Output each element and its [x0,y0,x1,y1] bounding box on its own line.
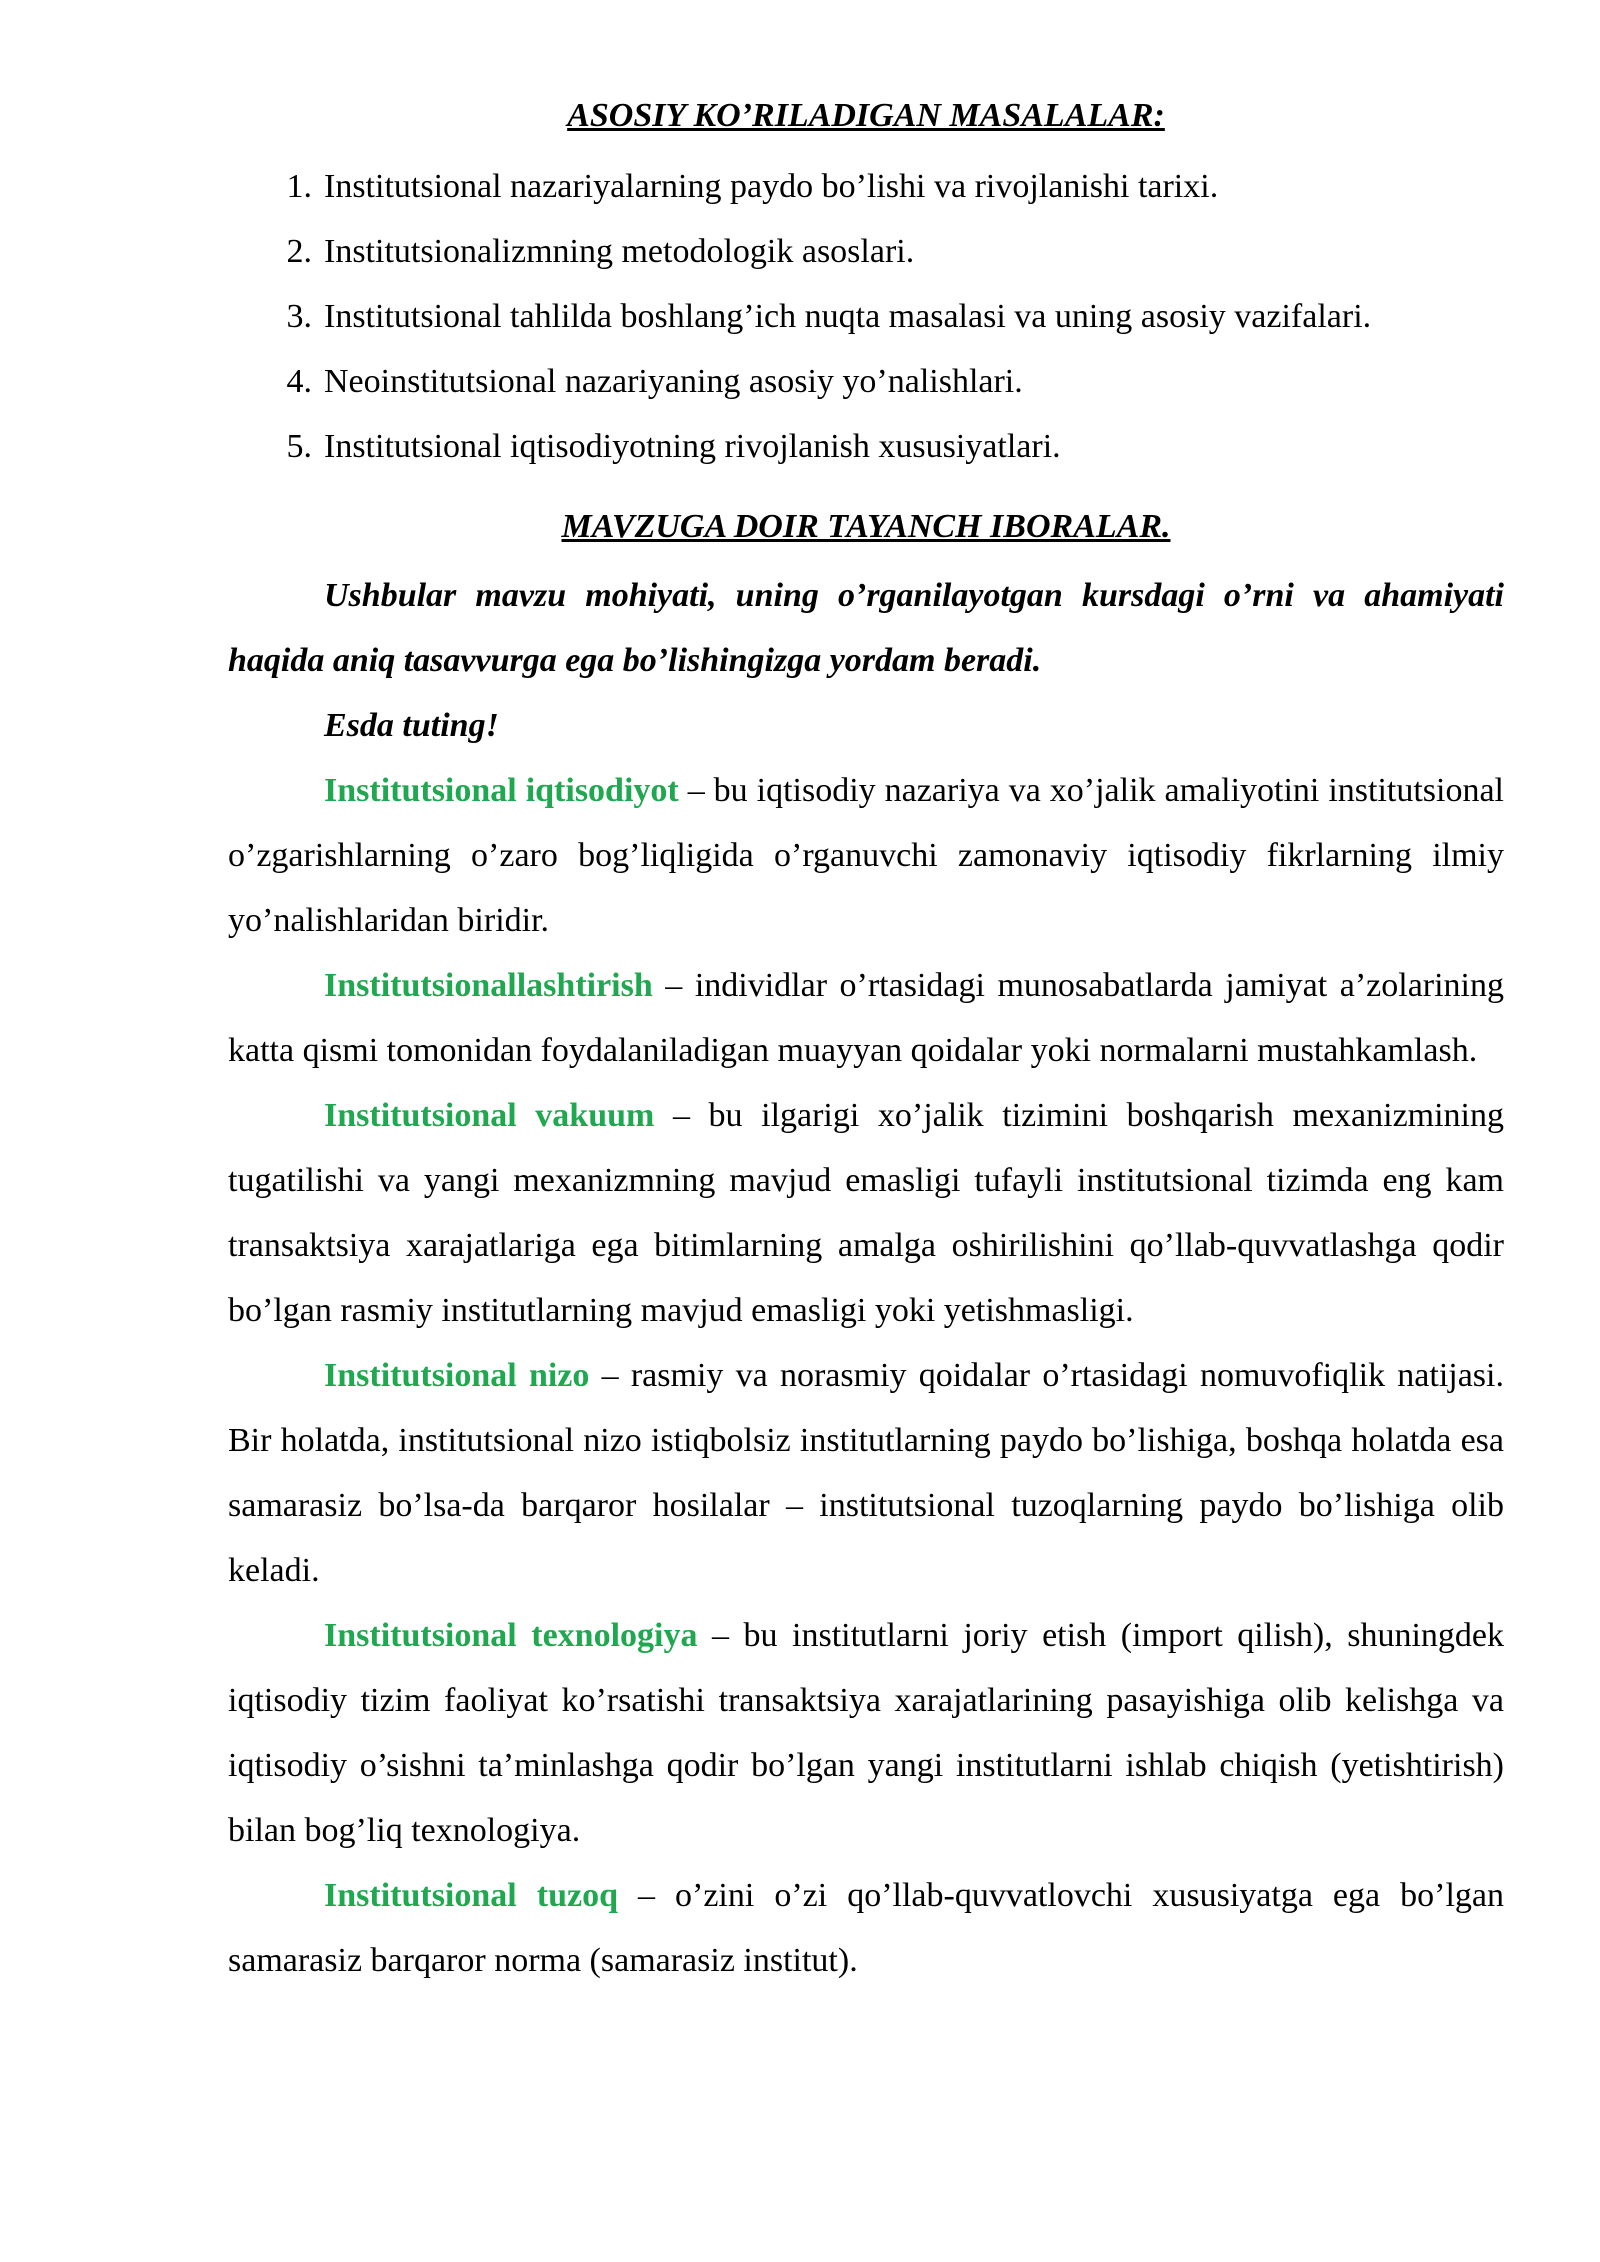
definition-text: – individlar o’rtasidagi munosabatlarda jamiyat a’zolarining katta qismi tomonidan foydalaniladigan muayyan qoidalar yoki normalarni mustahkamlash. [228,967,1504,1069]
list-item-number: 4. [286,363,312,400]
section-heading-issues: ASOSIY KO’RILADIGAN MASALALAR: [567,97,1165,134]
list-item-text: Institutsional tahlilda boshlang’ich nuqta masalasi va uning asosiy vazifalari. [324,298,1372,335]
list-item-text: Neoinstitutsional nazariyaning asosiy yo’nalishlari. [324,363,1023,400]
list-item [228,414,1504,479]
list-item-number: 5. [286,428,312,465]
list-item [228,284,1504,349]
list-item-text: Institutsional nazariyalarning paydo bo’lishi va rivojlanishi tarixi. [324,168,1219,205]
definition-term: Institutsional nizo [324,1357,590,1394]
definition-text: – bu iqtisodiy nazariya va xo’jalik amaliyotini institutsional o’zgarishlarning o’zaro bog’liqligida o’rganuvchi zamonaviy iqtisodiy fikrlarning ilmiy yo’nalishlaridan biridir. [228,772,1504,939]
definition-term: Institutsional iqtisodiyot [324,772,679,809]
list-item [228,349,1504,414]
definition-term: Institutsional tuzoq [324,1877,618,1914]
definition-term: Institutsional texnologiya [324,1617,698,1654]
definition-term: Institutsionallashtirish [324,967,653,1004]
definition-paragraph [228,1863,1504,1993]
list-item-text: Institutsionalizmning metodologik asoslari. [324,233,915,270]
reminder-note: Esda tuting! [324,707,499,744]
definition-text: – bu ilgarigi xo’jalik tizimini boshqarish mexanizmining tugatilishi va yangi mexanizmning mavjud emasligi tufayli institutsional tizimda eng kam transaktsiya xarajatlariga ega bitimlarning amalga oshirilishini qo’llab-quvvatlashga qodir bo’lgan rasmiy institutlarning mavjud emasligi yoki yetishmasligi. [228,1097,1505,1329]
intro-paragraph: Ushbular mavzu mohiyati, uning o’rganilayotgan kursdagi o’rni va ahamiyati haqida aniq tasavvurga ega bo’lishingizga yordam beradi. [228,577,1504,679]
definition-text: – o’zini o’zi qo’llab-quvvatlovchi xususiyatga ega bo’lgan samarasiz barqaror norma (samarasiz institut). [228,1877,1504,1979]
definition-paragraph [228,1343,1504,1603]
topics-list [228,154,1504,479]
definition-paragraph [228,1603,1504,1863]
definition-paragraph [228,953,1504,1083]
list-item-number: 2. [286,233,312,270]
definition-text: – rasmiy va norasmiy qoidalar o’rtasidagi nomuvofiqlik natijasi. Bir holatda, institutsional nizo istiqbolsiz institutlarning paydo bo’lishiga, boshqa holatda esa samarasiz bo’lsa-da barqaror hosilalar – institutsional tuzoqlarning paydo bo’lishiga olib keladi. [228,1357,1504,1589]
definition-term: Institutsional vakuum [324,1097,655,1134]
definition-text: – bu institutlarni joriy etish (import qilish), shuningdek iqtisodiy tizim faoliyat ko’rsatishi transaktsiya xarajatlarining pasayishiga olib kelishga va iqtisodiy o’sishni ta’minlashga qodir bo’lgan yangi institutlarni ishlab chiqish (yetishtirish) bilan bog’liq texnologiya. [228,1617,1504,1849]
definition-paragraph [228,1083,1504,1343]
document-page [228,90,1504,1993]
list-item-text: Institutsional iqtisodiyotning rivojlanish xususiyatlari. [324,428,1061,465]
list-item [228,219,1504,284]
section-heading-key-terms: MAVZUGA DOIR TAYANCH IBORALAR. [561,508,1171,545]
list-item-number: 1. [286,168,312,205]
list-item-number: 3. [286,298,312,335]
list-item [228,154,1504,219]
definition-paragraph [228,758,1504,953]
